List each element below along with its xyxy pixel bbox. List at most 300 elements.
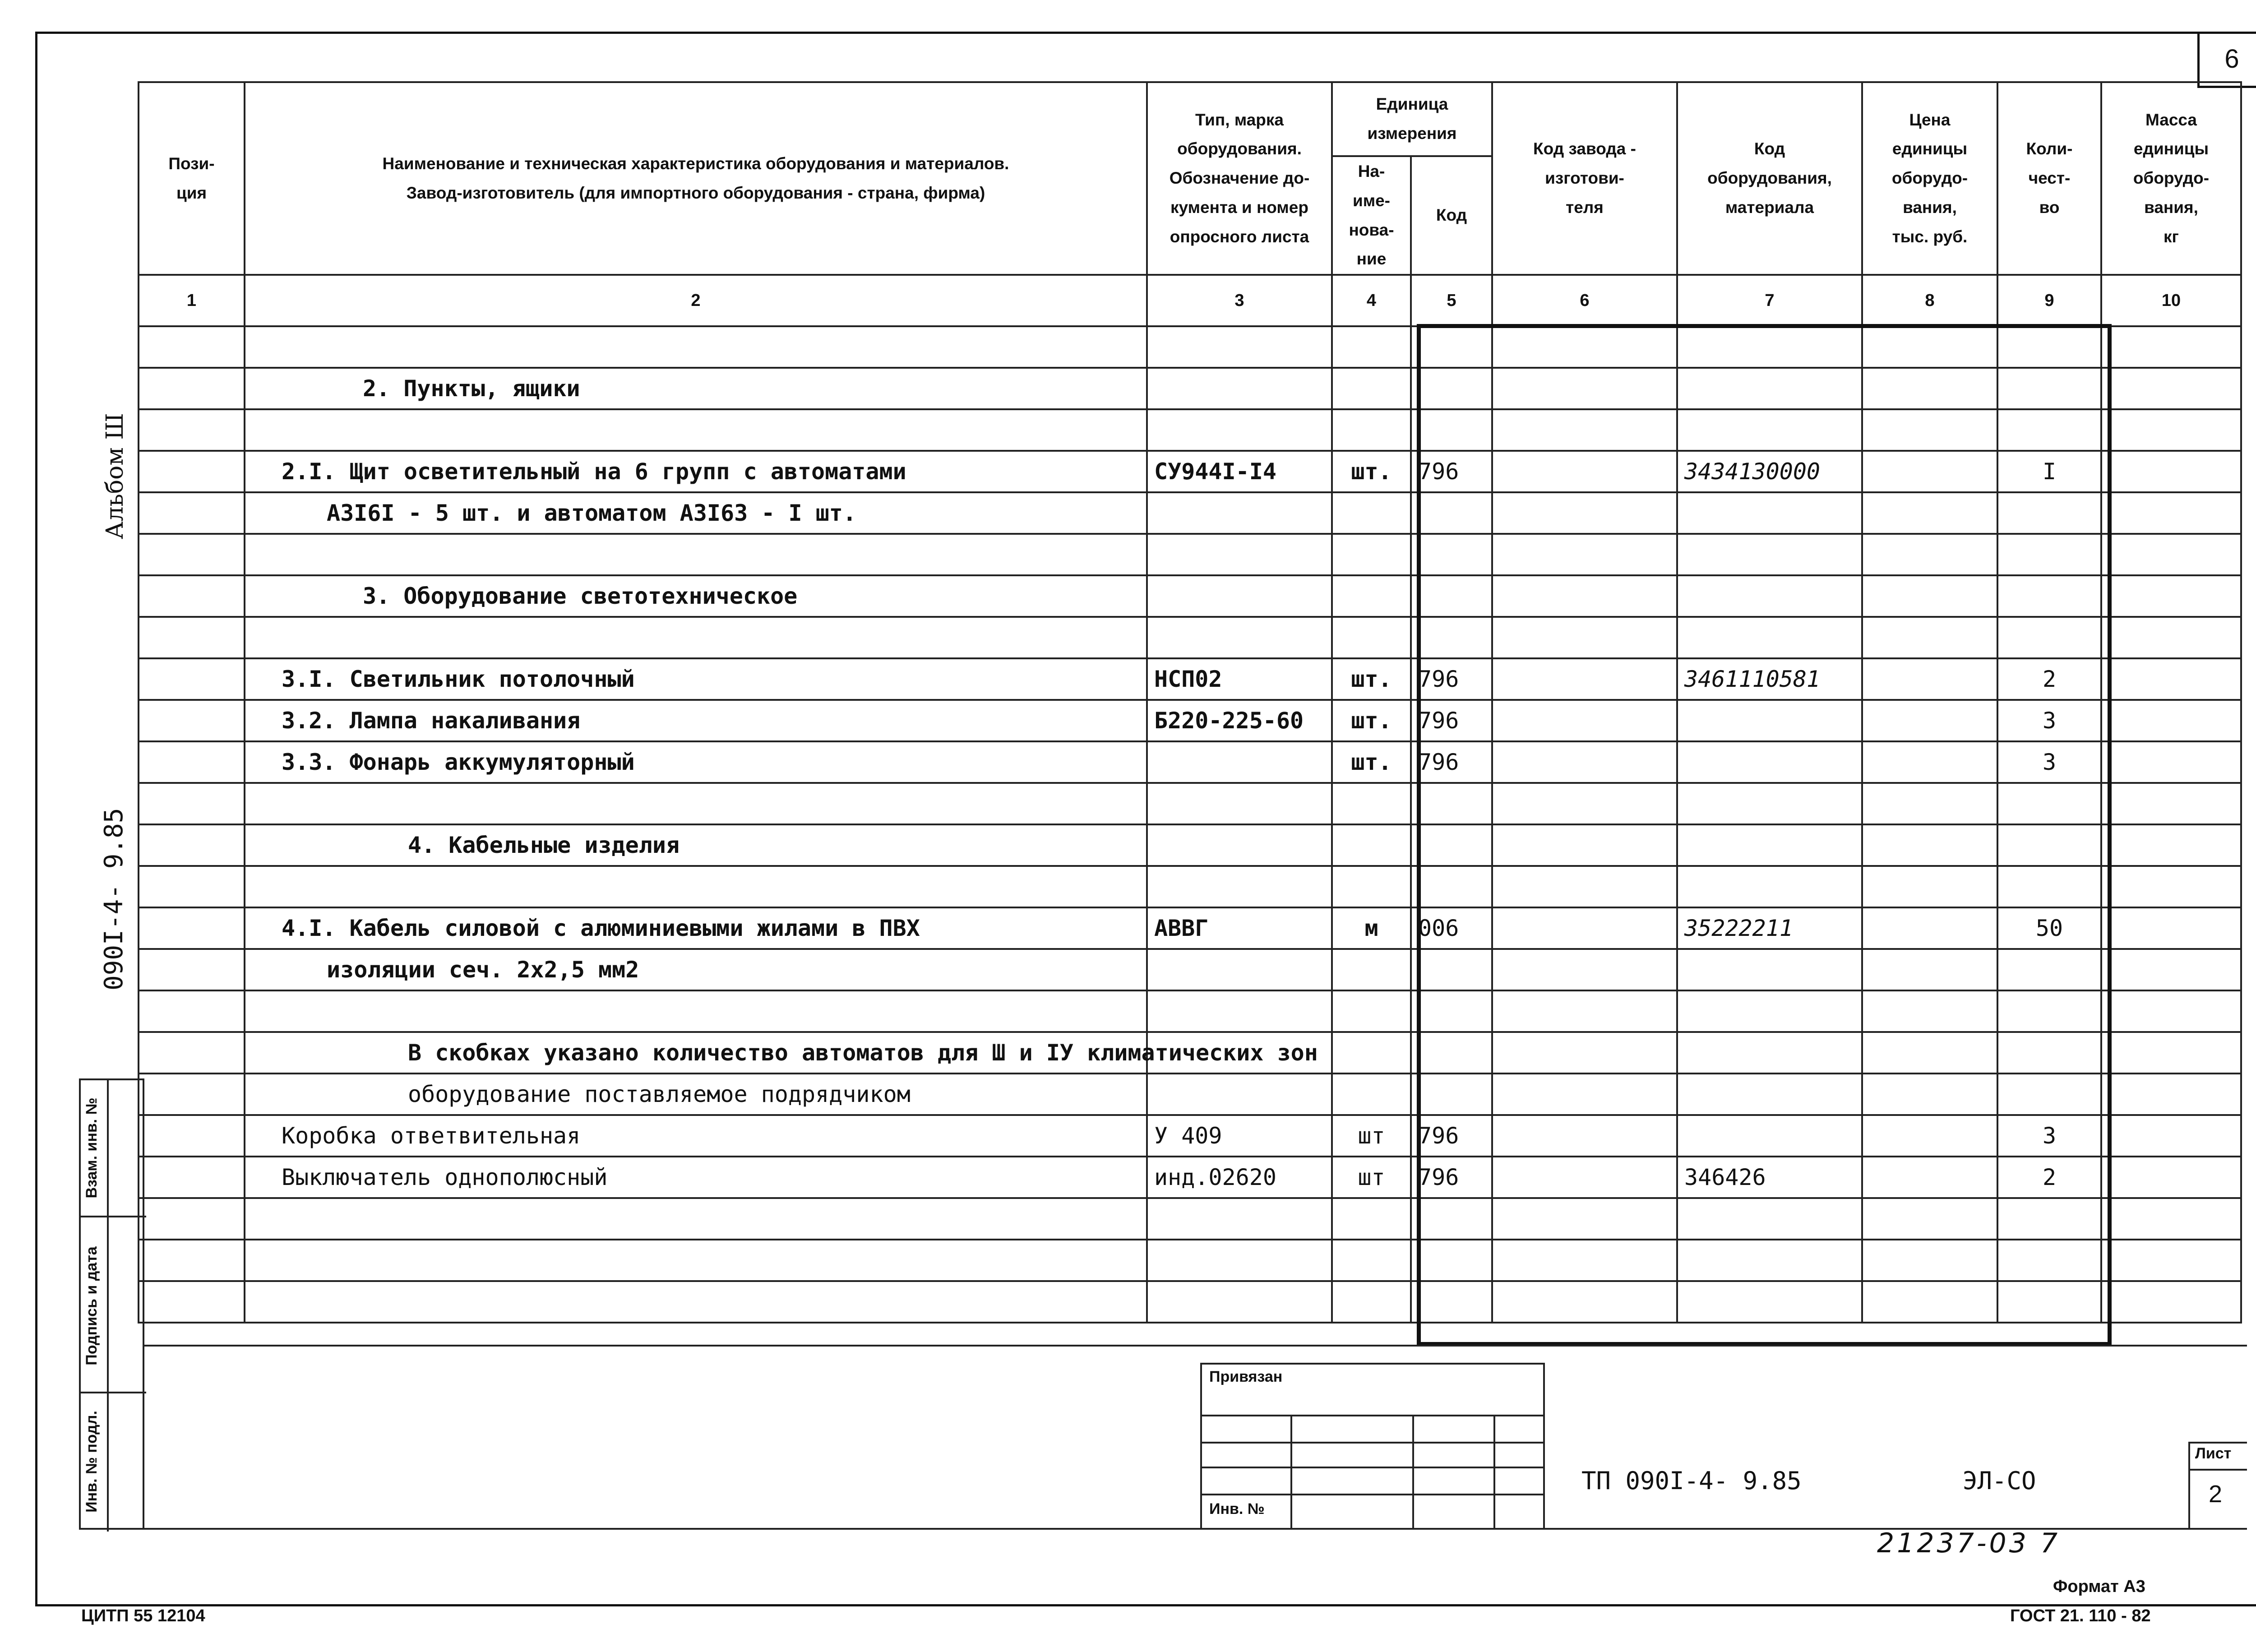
name-cell [245,783,1147,824]
factory-code-cell [1492,534,1677,575]
factory-code-cell [1492,1240,1677,1281]
column-number-3: 3 [1147,275,1332,326]
quantity-cell [1997,575,2101,617]
mass-cell [2101,492,2241,534]
column-number-9: 9 [1997,275,2101,326]
unit-code-cell [1411,866,1492,907]
mass-cell [2101,700,2241,741]
unit-code-cell: 796 [1411,658,1492,700]
type-cell [1147,866,1332,907]
price-cell [1862,1240,1997,1281]
position-cell [139,700,245,741]
equipment-code-cell [1677,949,1862,990]
type-cell [1147,783,1332,824]
equipment-code-cell [1677,368,1862,409]
price-cell [1862,949,1997,990]
table-row [139,534,2241,575]
quantity-cell: 2 [1997,658,2101,700]
mass-cell [2101,783,2241,824]
name-cell: 4. Кабельные изделия [245,824,1147,866]
column-header-7: Код оборудования, материала [1677,82,1862,275]
unit-cell [1332,1198,1411,1240]
price-cell [1862,1032,1997,1074]
table-row [139,658,2241,700]
column-number-5: 5 [1411,275,1492,326]
factory-code-cell [1492,1281,1677,1323]
table-row [139,866,2241,907]
factory-code-cell [1492,326,1677,368]
equipment-code-cell: 3434130000 [1677,451,1862,492]
unit-cell [1332,368,1411,409]
mass-cell [2101,949,2241,990]
mass-cell [2101,1281,2241,1323]
type-cell [1147,409,1332,451]
unit-group-header: Единица измерения [1332,82,1492,156]
privyazan-label: Привязан [1209,1368,1283,1385]
column-header-6: Код завода - изготови- теля [1492,82,1677,275]
equipment-code-cell [1677,824,1862,866]
quantity-cell: 2 [1997,1157,2101,1198]
table-row [139,368,2241,409]
table-row [139,783,2241,824]
table-row [139,409,2241,451]
price-cell [1862,451,1997,492]
type-cell: У 409 [1147,1115,1332,1157]
table-row [139,1115,2241,1157]
factory-code-cell [1492,1157,1677,1198]
name-cell [245,1240,1147,1281]
type-cell [1147,1281,1332,1323]
name-cell [245,534,1147,575]
position-cell [139,575,245,617]
unit-cell [1332,990,1411,1032]
unit-cell [1332,783,1411,824]
unit-cell [1332,949,1411,990]
unit-code-cell [1411,1198,1492,1240]
column-header-10: Масса единицы оборудо- вания, кг [2101,82,2241,275]
column-number-7: 7 [1677,275,1862,326]
unit-code-cell: 796 [1411,1157,1492,1198]
name-cell [245,409,1147,451]
table-row [139,326,2241,368]
column-header-8: Цена единицы оборудо- вания, тыс. руб. [1862,82,1997,275]
factory-code-cell [1492,658,1677,700]
factory-code-cell [1492,949,1677,990]
position-cell [139,1157,245,1198]
citp-label: ЦИТП 55 12104 [81,1606,205,1625]
type-cell [1147,368,1332,409]
list-label: Лист [2195,1445,2232,1462]
price-cell [1862,368,1997,409]
unit-cell: шт. [1332,658,1411,700]
price-cell [1862,326,1997,368]
table-row [139,617,2241,658]
type-cell [1147,990,1332,1032]
table-row [139,907,2241,949]
quantity-cell [1997,866,2101,907]
price-cell [1862,617,1997,658]
position-cell [139,907,245,949]
title-block [144,1345,2247,1530]
name-cell [245,866,1147,907]
quantity-cell: 50 [1997,907,2101,949]
column-number-1: 1 [139,275,245,326]
name-cell: 2.I. Щит осветительный на 6 групп с автоматами [245,451,1147,492]
mass-cell [2101,1157,2241,1198]
table-row [139,990,2241,1032]
name-cell: оборудование поставляемое подрядчиком [245,1074,1147,1115]
quantity-cell: 3 [1997,741,2101,783]
quantity-cell: 3 [1997,700,2101,741]
unit-cell [1332,492,1411,534]
type-cell [1147,617,1332,658]
name-cell: В скобках указано количество автоматов для Ш и IУ климатических зон [245,1032,1147,1074]
project-code-vertical: 090I-4- 9.85 [99,808,129,990]
factory-code-cell [1492,1115,1677,1157]
factory-code-cell [1492,700,1677,741]
quantity-cell [1997,326,2101,368]
name-cell: 3.I. Светильник потолочный [245,658,1147,700]
position-cell [139,783,245,824]
position-cell [139,1115,245,1157]
type-cell [1147,949,1332,990]
unit-cell [1332,866,1411,907]
unit-cell: м [1332,907,1411,949]
price-cell [1862,990,1997,1032]
unit-code-cell [1411,1240,1492,1281]
equipment-code-cell [1677,866,1862,907]
equipment-code-cell [1677,1115,1862,1157]
table-row [139,492,2241,534]
column-number-10: 10 [2101,275,2241,326]
inv-podl-label: Инв. № подл. [83,1411,100,1513]
equipment-code-cell [1677,990,1862,1032]
unit-cell: шт. [1332,741,1411,783]
name-cell: Выключатель однополюсный [245,1157,1147,1198]
equipment-code-cell: 3461110581 [1677,658,1862,700]
price-cell [1862,783,1997,824]
position-cell [139,326,245,368]
type-cell [1147,326,1332,368]
document-code: ТП 090I-4- 9.85 [1581,1467,1802,1495]
unit-cell [1332,1074,1411,1115]
position-cell [139,824,245,866]
name-cell [245,1281,1147,1323]
quantity-cell [1997,1032,2101,1074]
price-cell [1862,492,1997,534]
position-cell [139,1281,245,1323]
name-cell: 3.3. Фонарь аккумуляторный [245,741,1147,783]
unit-code-cell [1411,534,1492,575]
position-cell [139,1074,245,1115]
table-row [139,1281,2241,1323]
position-cell [139,949,245,990]
unit-cell: шт [1332,1157,1411,1198]
price-cell [1862,575,1997,617]
equipment-code-cell [1677,575,1862,617]
factory-code-cell [1492,617,1677,658]
name-cell: 3. Оборудование светотехническое [245,575,1147,617]
name-cell: изоляции сеч. 2х2,5 мм2 [245,949,1147,990]
quantity-cell [1997,1198,2101,1240]
price-cell [1862,1074,1997,1115]
unit-code-cell: 796 [1411,1115,1492,1157]
column-header-1: Пози- ция [139,82,245,275]
table-row [139,741,2241,783]
position-cell [139,1198,245,1240]
type-cell [1147,575,1332,617]
inv-no-label: Инв. № [1209,1500,1265,1518]
type-cell: Б220-225-60 [1147,700,1332,741]
mass-cell [2101,1074,2241,1115]
table-row [139,1157,2241,1198]
mass-cell [2101,907,2241,949]
list-number: 2 [2209,1481,2223,1508]
type-cell [1147,824,1332,866]
factory-code-cell [1492,451,1677,492]
quantity-cell [1997,368,2101,409]
price-cell [1862,409,1997,451]
specification-table [138,81,2242,1323]
price-cell [1862,658,1997,700]
price-cell [1862,700,1997,741]
name-cell [245,990,1147,1032]
equipment-code-cell [1677,741,1862,783]
name-cell [245,617,1147,658]
equipment-code-cell [1677,492,1862,534]
name-cell: Коробка ответвительная [245,1115,1147,1157]
mass-cell [2101,1198,2241,1240]
unit-cell [1332,617,1411,658]
unit-code-cell [1411,1281,1492,1323]
factory-code-cell [1492,866,1677,907]
column-number-2: 2 [245,275,1147,326]
position-cell [139,658,245,700]
factory-code-cell [1492,1032,1677,1074]
mass-cell [2101,1032,2241,1074]
unit-code-cell [1411,326,1492,368]
name-cell: 2. Пункты, ящики [245,368,1147,409]
document-mark: ЭЛ-СО [1963,1467,2036,1495]
column-header-3: Тип, марка оборудования. Обозначение до- кумента и номер опросного листа [1147,82,1332,275]
vzam-inv-label: Взам. инв. № [83,1097,100,1199]
table-row [139,575,2241,617]
name-cell [245,1198,1147,1240]
type-cell: СУ944I-I4 [1147,451,1332,492]
quantity-cell [1997,949,2101,990]
equipment-code-cell [1677,1032,1862,1074]
factory-code-cell [1492,575,1677,617]
column-number-4: 4 [1332,275,1411,326]
unit-code-cell [1411,1032,1492,1074]
column-header-9: Коли- чест- во [1997,82,2101,275]
equipment-code-cell: 346426 [1677,1157,1862,1198]
unit-code-cell: 796 [1411,741,1492,783]
type-cell: НСП02 [1147,658,1332,700]
column-header-5: Код [1411,156,1492,275]
factory-code-cell [1492,783,1677,824]
price-cell [1862,1281,1997,1323]
position-cell [139,492,245,534]
quantity-cell [1997,1240,2101,1281]
position-cell [139,409,245,451]
quantity-cell [1997,1281,2101,1323]
position-cell [139,990,245,1032]
unit-cell [1332,824,1411,866]
unit-cell [1332,575,1411,617]
position-cell [139,451,245,492]
unit-cell [1332,534,1411,575]
mass-cell [2101,658,2241,700]
price-cell [1862,741,1997,783]
mass-cell [2101,409,2241,451]
equipment-code-cell [1677,783,1862,824]
unit-code-cell [1411,617,1492,658]
name-cell: 4.I. Кабель силовой с алюминиевыми жилами в ПВХ [245,907,1147,949]
mass-cell [2101,741,2241,783]
unit-code-cell: 006 [1411,907,1492,949]
position-cell [139,617,245,658]
equipment-code-cell [1677,617,1862,658]
unit-cell: шт. [1332,451,1411,492]
table-row [139,700,2241,741]
factory-code-cell [1492,741,1677,783]
unit-code-cell: 796 [1411,451,1492,492]
unit-code-cell: 796 [1411,700,1492,741]
side-stamp-strip [79,1078,144,1530]
equipment-code-cell [1677,700,1862,741]
equipment-code-cell [1677,534,1862,575]
table-row [139,1032,2241,1074]
factory-code-cell [1492,409,1677,451]
price-cell [1862,866,1997,907]
quantity-cell: 3 [1997,1115,2101,1157]
factory-code-cell [1492,492,1677,534]
equipment-code-cell [1677,1240,1862,1281]
unit-code-cell [1411,824,1492,866]
handwritten-number: 21237-03 7 [1877,1527,2061,1559]
unit-cell [1332,1240,1411,1281]
price-cell [1862,907,1997,949]
mass-cell [2101,368,2241,409]
quantity-cell [1997,824,2101,866]
factory-code-cell [1492,1074,1677,1115]
price-cell [1862,1157,1997,1198]
table-row [139,1240,2241,1281]
equipment-code-cell [1677,326,1862,368]
type-cell [1147,1240,1332,1281]
equipment-code-cell [1677,409,1862,451]
unit-cell: шт [1332,1115,1411,1157]
podpis-label: Подпись и дата [83,1246,100,1365]
format-label: Формат А3 [2053,1577,2145,1596]
mass-cell [2101,326,2241,368]
table-row [139,949,2241,990]
unit-code-cell [1411,1074,1492,1115]
quantity-cell [1997,617,2101,658]
quantity-cell [1997,492,2101,534]
type-cell [1147,1198,1332,1240]
mass-cell [2101,534,2241,575]
factory-code-cell [1492,990,1677,1032]
position-cell [139,741,245,783]
mass-cell [2101,866,2241,907]
unit-code-cell [1411,990,1492,1032]
price-cell [1862,534,1997,575]
unit-cell [1332,1281,1411,1323]
column-header-4: На- име- нова- ние [1332,156,1411,275]
factory-code-cell [1492,1198,1677,1240]
unit-cell [1332,1032,1411,1074]
type-cell [1147,534,1332,575]
table-row [139,451,2241,492]
quantity-cell: I [1997,451,2101,492]
position-cell [139,1032,245,1074]
unit-cell [1332,409,1411,451]
quantity-cell [1997,534,2101,575]
equipment-code-cell [1677,1074,1862,1115]
unit-cell: шт. [1332,700,1411,741]
mass-cell [2101,824,2241,866]
equipment-code-cell [1677,1281,1862,1323]
factory-code-cell [1492,368,1677,409]
unit-code-cell [1411,492,1492,534]
type-cell: АВВГ [1147,907,1332,949]
type-cell [1147,741,1332,783]
unit-code-cell [1411,783,1492,824]
mass-cell [2101,1240,2241,1281]
quantity-cell [1997,1074,2101,1115]
price-cell [1862,824,1997,866]
name-cell: 3.2. Лампа накаливания [245,700,1147,741]
type-cell [1147,1074,1332,1115]
equipment-code-cell [1677,1198,1862,1240]
type-cell: инд.02620 [1147,1157,1332,1198]
quantity-cell [1997,409,2101,451]
mass-cell [2101,617,2241,658]
mass-cell [2101,451,2241,492]
album-label: Альбом Ш [102,413,129,539]
mass-cell [2101,1115,2241,1157]
unit-code-cell [1411,368,1492,409]
unit-cell [1332,326,1411,368]
gost-label: ГОСТ 21. 110 - 82 [2010,1606,2151,1625]
unit-code-cell [1411,575,1492,617]
table-row [139,1198,2241,1240]
type-cell [1147,492,1332,534]
column-header-2: Наименование и техническая характеристика оборудования и материалов. Завод-изготовитель (для импортного оборудования - страна, фирма) [245,82,1147,275]
column-number-6: 6 [1492,275,1677,326]
equipment-code-cell: 35222211 [1677,907,1862,949]
quantity-cell [1997,783,2101,824]
sheet-number: 6 [2197,32,2256,88]
column-number-8: 8 [1862,275,1997,326]
quantity-cell [1997,990,2101,1032]
position-cell [139,534,245,575]
table-row [139,824,2241,866]
unit-code-cell [1411,949,1492,990]
price-cell [1862,1115,1997,1157]
price-cell [1862,1198,1997,1240]
factory-code-cell [1492,907,1677,949]
name-cell: АЗI6I - 5 шт. и автоматом АЗI63 - I шт. [245,492,1147,534]
position-cell [139,1240,245,1281]
position-cell [139,368,245,409]
mass-cell [2101,575,2241,617]
table-row [139,1074,2241,1115]
name-cell [245,326,1147,368]
position-cell [139,866,245,907]
